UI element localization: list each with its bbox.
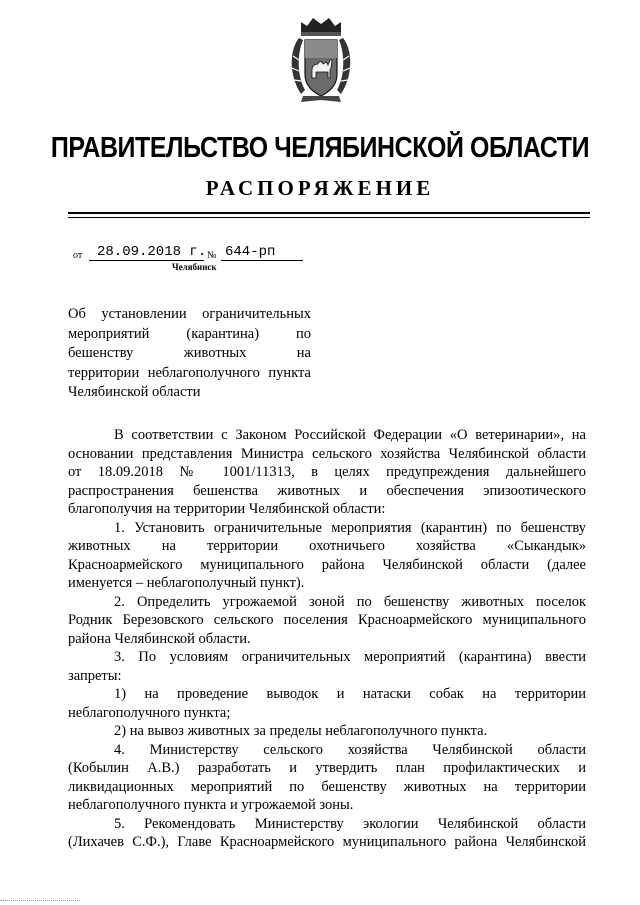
scan-artifact-line [0,900,80,901]
body-line: неблагополучного пункта; [68,704,231,721]
header-rule-thin [68,217,590,218]
body-line: района Челябинской области. [68,630,251,647]
body-line: именуется – неблагополучный пункт). [68,575,305,591]
body-line: 3. По условиям ограничительных мероприятий (карантина) ввести [114,649,586,665]
body-line: 2) на вывоз животных за пределы неблагополучного пункта. [114,723,488,739]
subject-line: бешенству животных на [68,345,311,361]
body-line: 5. Рекомендовать Министерству экологии Челябинской области [114,815,586,832]
header-rule-thick [68,212,590,214]
government-title: ПРАВИТЕЛЬСТВО ЧЕЛЯБИНСКОЙ ОБЛАСТИ [50,132,590,164]
document-body [68,426,586,852]
body-line: Красноармейского муниципального района Челябинской области (далее [68,556,586,573]
subject-line: мероприятий (карантина) по [68,325,311,342]
body-line: 1. Установить ограничительные мероприятия (карантин) по бешенству [114,519,586,536]
document-type: РАСПОРЯЖЕНИЕ [205,176,435,200]
subject-line: территории неблагополучного пункта [68,364,311,381]
number-label: № [207,250,217,261]
city-name: Челябинск [172,262,217,272]
subject-line: Челябинской области [68,384,201,400]
body-line: распространения бешенства животных и обеспечения эпизоотического [68,482,586,499]
body-line: Родник Березовского сельского поселения Красноармейского муниципального [68,612,586,628]
document-subject [68,305,311,403]
body-line: 2. Определить угрожаемой зоной по бешенству животных поселок [114,593,586,610]
document-date: 28.09.2018 г. [97,244,207,260]
body-line: неблагополучного пункта и угрожаемой зоны. [68,797,354,813]
date-underline [89,260,204,261]
document-number: 644-рп [225,244,276,260]
body-line: В соответствии с Законом Российской Федерации «О ветеринарии», на [114,427,586,443]
date-number-row [73,244,313,262]
body-line: (Лихачев С.Ф.), Главе Красноармейского муниципального района Челябинской [68,834,586,850]
body-line: ликвидационных мероприятий по бешенству животных на территории [68,778,586,795]
body-line: 1) на проведение выводок и натаски собак на территории [114,686,586,702]
body-line: животных на территории охотничьего хозяйства «Сыкандык» [68,538,586,554]
from-label: от [73,250,83,261]
subject-line: Об установлении ограничительных [68,306,311,322]
body-line: от 18.09.2018 № 1001/11313, в целях предупреждения дальнейшего [68,464,586,480]
coat-of-arms-emblem [287,16,355,106]
body-line: 4. Министерству сельского хозяйства Челябинской области [114,741,586,758]
body-line: (Кобылин А.В.) разработать и утвердить план профилактических и [68,760,586,776]
body-line: запреты: [68,667,122,684]
number-underline [221,260,303,261]
body-line: благополучия на территории Челябинской области: [68,501,386,517]
body-line: основании представления Министра сельского хозяйства Челябинской области [68,445,586,462]
